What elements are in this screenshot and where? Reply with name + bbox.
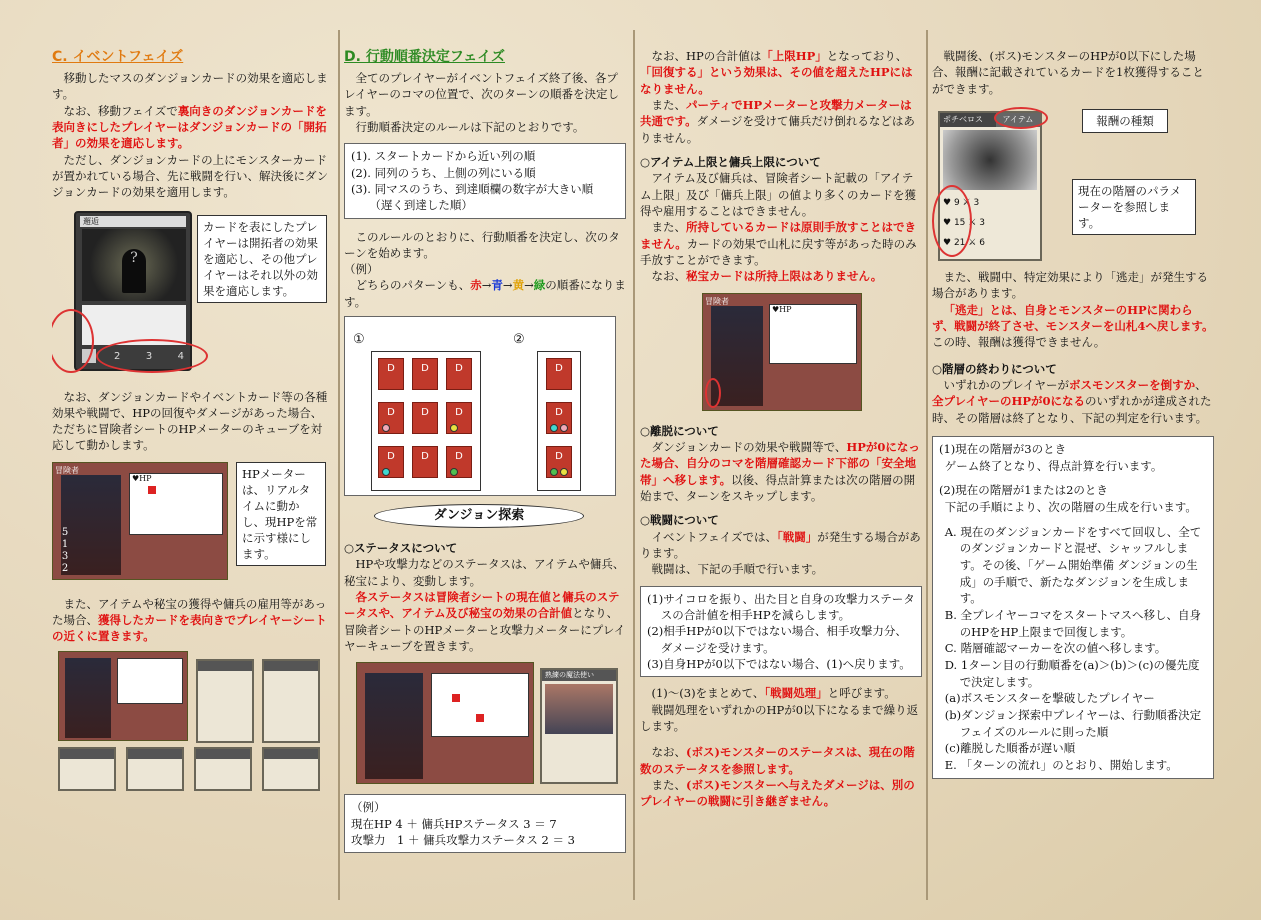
figure-cards-near-sheet [52, 651, 332, 791]
paragraph: 「逃走」とは、自身とモンスターのHPに関わらず、戦闘が終了させ、モンスターを山札4へ戻します。この時、報酬は獲得できません。 [932, 302, 1214, 350]
order-rules-box: (1). スタートカードから近い列の順 (2). 同列のうち、上側の列にいる順 (3). 同マスのうち、到達順欄の数字が大きい順 （遅く到達した順） [344, 143, 626, 218]
figure-monster-card [932, 105, 1214, 265]
paragraph: 各ステータスは冒険者シートの現在値と傭兵のステータスや、アイテム及び秘宝の効果の合計値となり、冒険者シートのHPメーターと攻撃力メーターにプレイヤーキューブを置きます。 [344, 590, 626, 654]
paragraph: どちらのパターンも、赤→青→黄→緑の順番になります。 [344, 278, 626, 309]
adventurer-sheet: 冒険者 ♥HP 5 1 3 2 [52, 462, 228, 580]
callout-pioneer: カードを表にしたプレイヤーは開拓者の効果を適応し、その他プレイヤーはそれ以外の効果を適応します。 [197, 215, 327, 303]
paragraph: このルールのとおりに、行動順番を決定し、次のターンを始めます。 [344, 229, 620, 260]
column-divider [633, 30, 635, 900]
column-rewards-and-floor-end [932, 40, 1214, 900]
paragraph: イベントフェイズでは、「戦闘」が発生する場合があります。 [640, 529, 921, 560]
item-card [58, 747, 116, 791]
item-card [194, 747, 252, 791]
paragraph: 戦闘処理をいずれかのHPが0以下になるまで繰り返します。 [640, 702, 919, 733]
pattern2-grid: D D D [537, 351, 581, 491]
adventurer-sheet-small [58, 651, 188, 741]
highlight-ellipse [705, 378, 721, 408]
hp-cube [148, 486, 156, 494]
question-figure-icon: ? [122, 249, 146, 293]
monster-stats: ♥ 9 ⚔ 3 ♥ 15 ⚔ 3 ♥ 21 ⚔ 6 [943, 197, 985, 248]
paragraph: 戦闘は、下記の手順で行います。 [651, 562, 824, 577]
order-example-figure: ① ② D D D D D D D D D D D D [344, 316, 616, 496]
paragraph: なお、秘宝カードは所持上限はありません。 [651, 269, 883, 284]
section-banner: ダンジョン探索 [374, 504, 584, 528]
stat-numbers: 5 1 3 2 [61, 526, 69, 574]
column-divider [338, 30, 340, 900]
figure-status-example [344, 662, 626, 792]
figure-adventurer-sheet [52, 462, 332, 586]
paragraph: ダンジョンカードの効果や戦闘等で、HPが0になった場合、自分のコマを階層確認カード下部の「安全地帯」へ移します。以後、得点計算または次の階層の開始まで、ターンをスキップします。 [640, 439, 920, 503]
paragraph: 行動順番決定のルールは下記のとおりです。 [355, 119, 585, 134]
adventurer-sheet [356, 662, 534, 784]
column-order-phase: D. 行動順番決定フェイズ 全てのプレイヤーがイベントフェイズ終了後、各プレイヤーのコマの位置で、次のターンの順番を決定します。 行動順番決定のルールは下記のとおりです。 (1). スタートカードから近い列の順 (2). 同列のうち、上側の列にいる順 (3). 同マスのうち、到達順欄の数字が大きい順 （遅く到達した順） このルールのとおりに、行動順番を決定し、次のターンを始めます。 （例） どちらのパターンも、赤→青→黄→緑の順番になります。 ① ② D D D D D D D D D D D D ダンジョン探索 ○ステータスについて HPや攻撃力などのステータスは、アイテムや傭兵、秘宝により、変動します。 各ステータスは冒険者シートの現在値と傭兵のステータスや、アイテム及び秘宝の効果の合計値となり、冒険者シートのHPメーターと攻撃力メーターにプレイヤーキューブを置きます。 熟練の魔法使い （例） 現在HP 4 ＋ 傭兵HPステータス 3 ＝ 7 攻撃力 1 ＋ 傭兵攻撃力ステータス 2 ＝ 3 [344, 40, 626, 900]
figure-sheet-limits [640, 293, 922, 415]
subheading: ○アイテム上限と傭兵上限について [640, 154, 821, 169]
adventurer-sheet: 冒険者 ♥HP [702, 293, 862, 411]
highlight-ellipse [932, 185, 972, 257]
highlight-ellipse [52, 309, 94, 373]
status-example-box: （例） 現在HP 4 ＋ 傭兵HPステータス 3 ＝ 7 攻撃力 1 ＋ 傭兵攻撃力ステータス 2 ＝ 3 [344, 794, 626, 853]
paragraph: ただし、ダンジョンカードの上にモンスターカードが置かれている場合、先に戦闘を行い、解決後にダンジョンカードの効果を適用します。 [52, 152, 329, 200]
section-heading: D. 行動順番決定フェイズ [344, 49, 505, 65]
item-card [126, 747, 184, 791]
paragraph: (1)～(3)をまとめて、「戦闘処理」と呼びます。 [651, 686, 896, 701]
subheading: ○離脱について [640, 423, 719, 438]
callout-parameter: 現在の階層のパラメーターを参照します。 [1072, 179, 1196, 235]
paragraph: 全てのプレイヤーがイベントフェイズ終了後、各プレイヤーのコマの位置で、次のターンの順番を決定します。 [344, 70, 619, 118]
mercenary-card [196, 659, 254, 743]
floor-end-box: (1)現在の階層が3のとき ゲーム終了となり、得点計算を行います。 (2)現在の階層が1または2のとき 下記の手順により、次の階層の生成を行います。 A. 現在のダンジョンカードをすべて回収し、全てのダンジョンカードと混ぜ、シャッフルします。その後、「ゲーム開始準備 ダンジョンの生成」の手順で、新たなダンジョンを生成します。 B. 全プレイヤーコマをスタートマスへ移し、自身のHPをHP上限まで回復します。 C. 階層確認マーカーを次の値へ移します。 D. 1ターン目の行動順番を(a)＞(b)＞(c)の優先度で決定します。 (a)ボスモンスターを撃破したプレイヤー (b)ダンジョン探索中プレイヤーは、行動順番決定フェイズのルールに則った順 (c)離脱した順番が遅い順 E. 「ターンの流れ」のとおり、開始します。 [932, 436, 1214, 779]
subheading: ○ステータスについて [344, 541, 458, 556]
mercenary-card: 熟練の魔法使い [540, 668, 618, 784]
subheading: ○階層の終わりについて [932, 361, 1057, 376]
card-art [82, 229, 186, 301]
paragraph: なお、移動フェイズで裏向きのダンジョンカードを表向きにしたプレイヤーはダンジョンカードの「開拓者」の効果を適応します。 [52, 103, 327, 151]
paragraph: HPや攻撃力などのステータスは、アイテムや傭兵、秘宝により、変動します。 [344, 557, 625, 588]
mercenary-card [262, 659, 320, 743]
pattern1-grid: D D D D D D D D D [371, 351, 481, 491]
card-numbers: 2 3 4 [114, 350, 184, 362]
callout-reward-type: 報酬の種類 [1082, 109, 1168, 133]
card-text-area [82, 305, 186, 345]
paragraph: また、(ボス)モンスターへ与えたダメージは、別のプレイヤーの戦闘に引き継ぎません。 [640, 777, 915, 809]
paragraph: また、アイテムや秘宝の獲得や傭兵の雇用等があった場合、獲得したカードを表向きでプレイヤーシートの近くに置きます。 [52, 596, 327, 644]
column-rules [640, 40, 922, 900]
paragraph: また、パーティでHPメーターと攻撃力メーターは共通です。ダメージを受けて傭兵だけ倒れるなどはありません。 [640, 97, 915, 145]
paragraph: いずれかのプレイヤーがボスモンスターを倒すか、全プレイヤーのHPが0になるのいずれかが達成された時、その階層は終了となり、下記の判定を行います。 [932, 377, 1212, 425]
column-divider [926, 30, 928, 900]
monster-card: ポチベロス アイテム ♥ 9 ⚔ 3 ♥ 15 ⚔ 3 ♥ 21 ⚔ 6 [938, 111, 1042, 261]
banner-wrap [344, 502, 626, 532]
paragraph: また、戦闘中、特定効果により「逃走」が発生する場合があります。 [932, 269, 1208, 301]
highlight-ellipse [994, 107, 1048, 129]
subheading: ○戦闘について [640, 513, 719, 528]
figure-dungeon-card [52, 211, 332, 379]
column-event-phase [52, 40, 332, 900]
hp-meter-grid: ♥HP [129, 473, 223, 535]
paragraph: なお、HPの合計値は「上限HP」となっており、「回復する」という効果は、その値を超えたHPにはなりません。 [640, 49, 913, 96]
paragraph: 戦闘後、(ボス)モンスターのHPが0以下にした場合、報酬に記載されているカードを1枚獲得することができます。 [932, 49, 1204, 96]
section-heading: C. イベントフェイズ [52, 49, 184, 65]
paragraph: 移動したマスのダンジョンカードの効果を適応します。 [52, 70, 328, 102]
battle-steps-box: (1)サイコロを振り、出た目と自身の攻撃力ステータスの合計値を相手HPを減らします。 (2)相手HPが0以下ではない場合、相手攻撃力分、ダメージを受けます。 (3)自身HPが0以下ではない場合、(1)へ戻ります。 [640, 586, 922, 678]
paragraph: なお、ダンジョンカードやイベントカード等の各種効果や戦闘で、HPの回復やダメージがあった場合、ただちに冒険者シートのHPメーターのキューブを対応して動かします。 [52, 389, 328, 453]
paragraph: アイテム及び傭兵は、冒険者シート記載の「アイテム上限」及び「傭兵上限」の値より多くのカードを獲得や雇用することはできません。 [640, 171, 916, 218]
paragraph: また、所持しているカードは原則手放すことはできません。カードの効果で山札に戻す等があった時のみ手放すことができます。 [640, 220, 917, 267]
paragraph: なお、(ボス)モンスターのステータスは、現在の階数のステータスを参照します。 [640, 745, 915, 776]
callout-hp-meter: HPメーターは、リアルタイムに動かし、現HPを常に示す様にします。 [236, 462, 326, 567]
monster-art [943, 130, 1037, 190]
card-title: 邂逅 [80, 216, 186, 227]
treasure-card [262, 747, 320, 791]
highlight-ellipse [96, 339, 208, 373]
